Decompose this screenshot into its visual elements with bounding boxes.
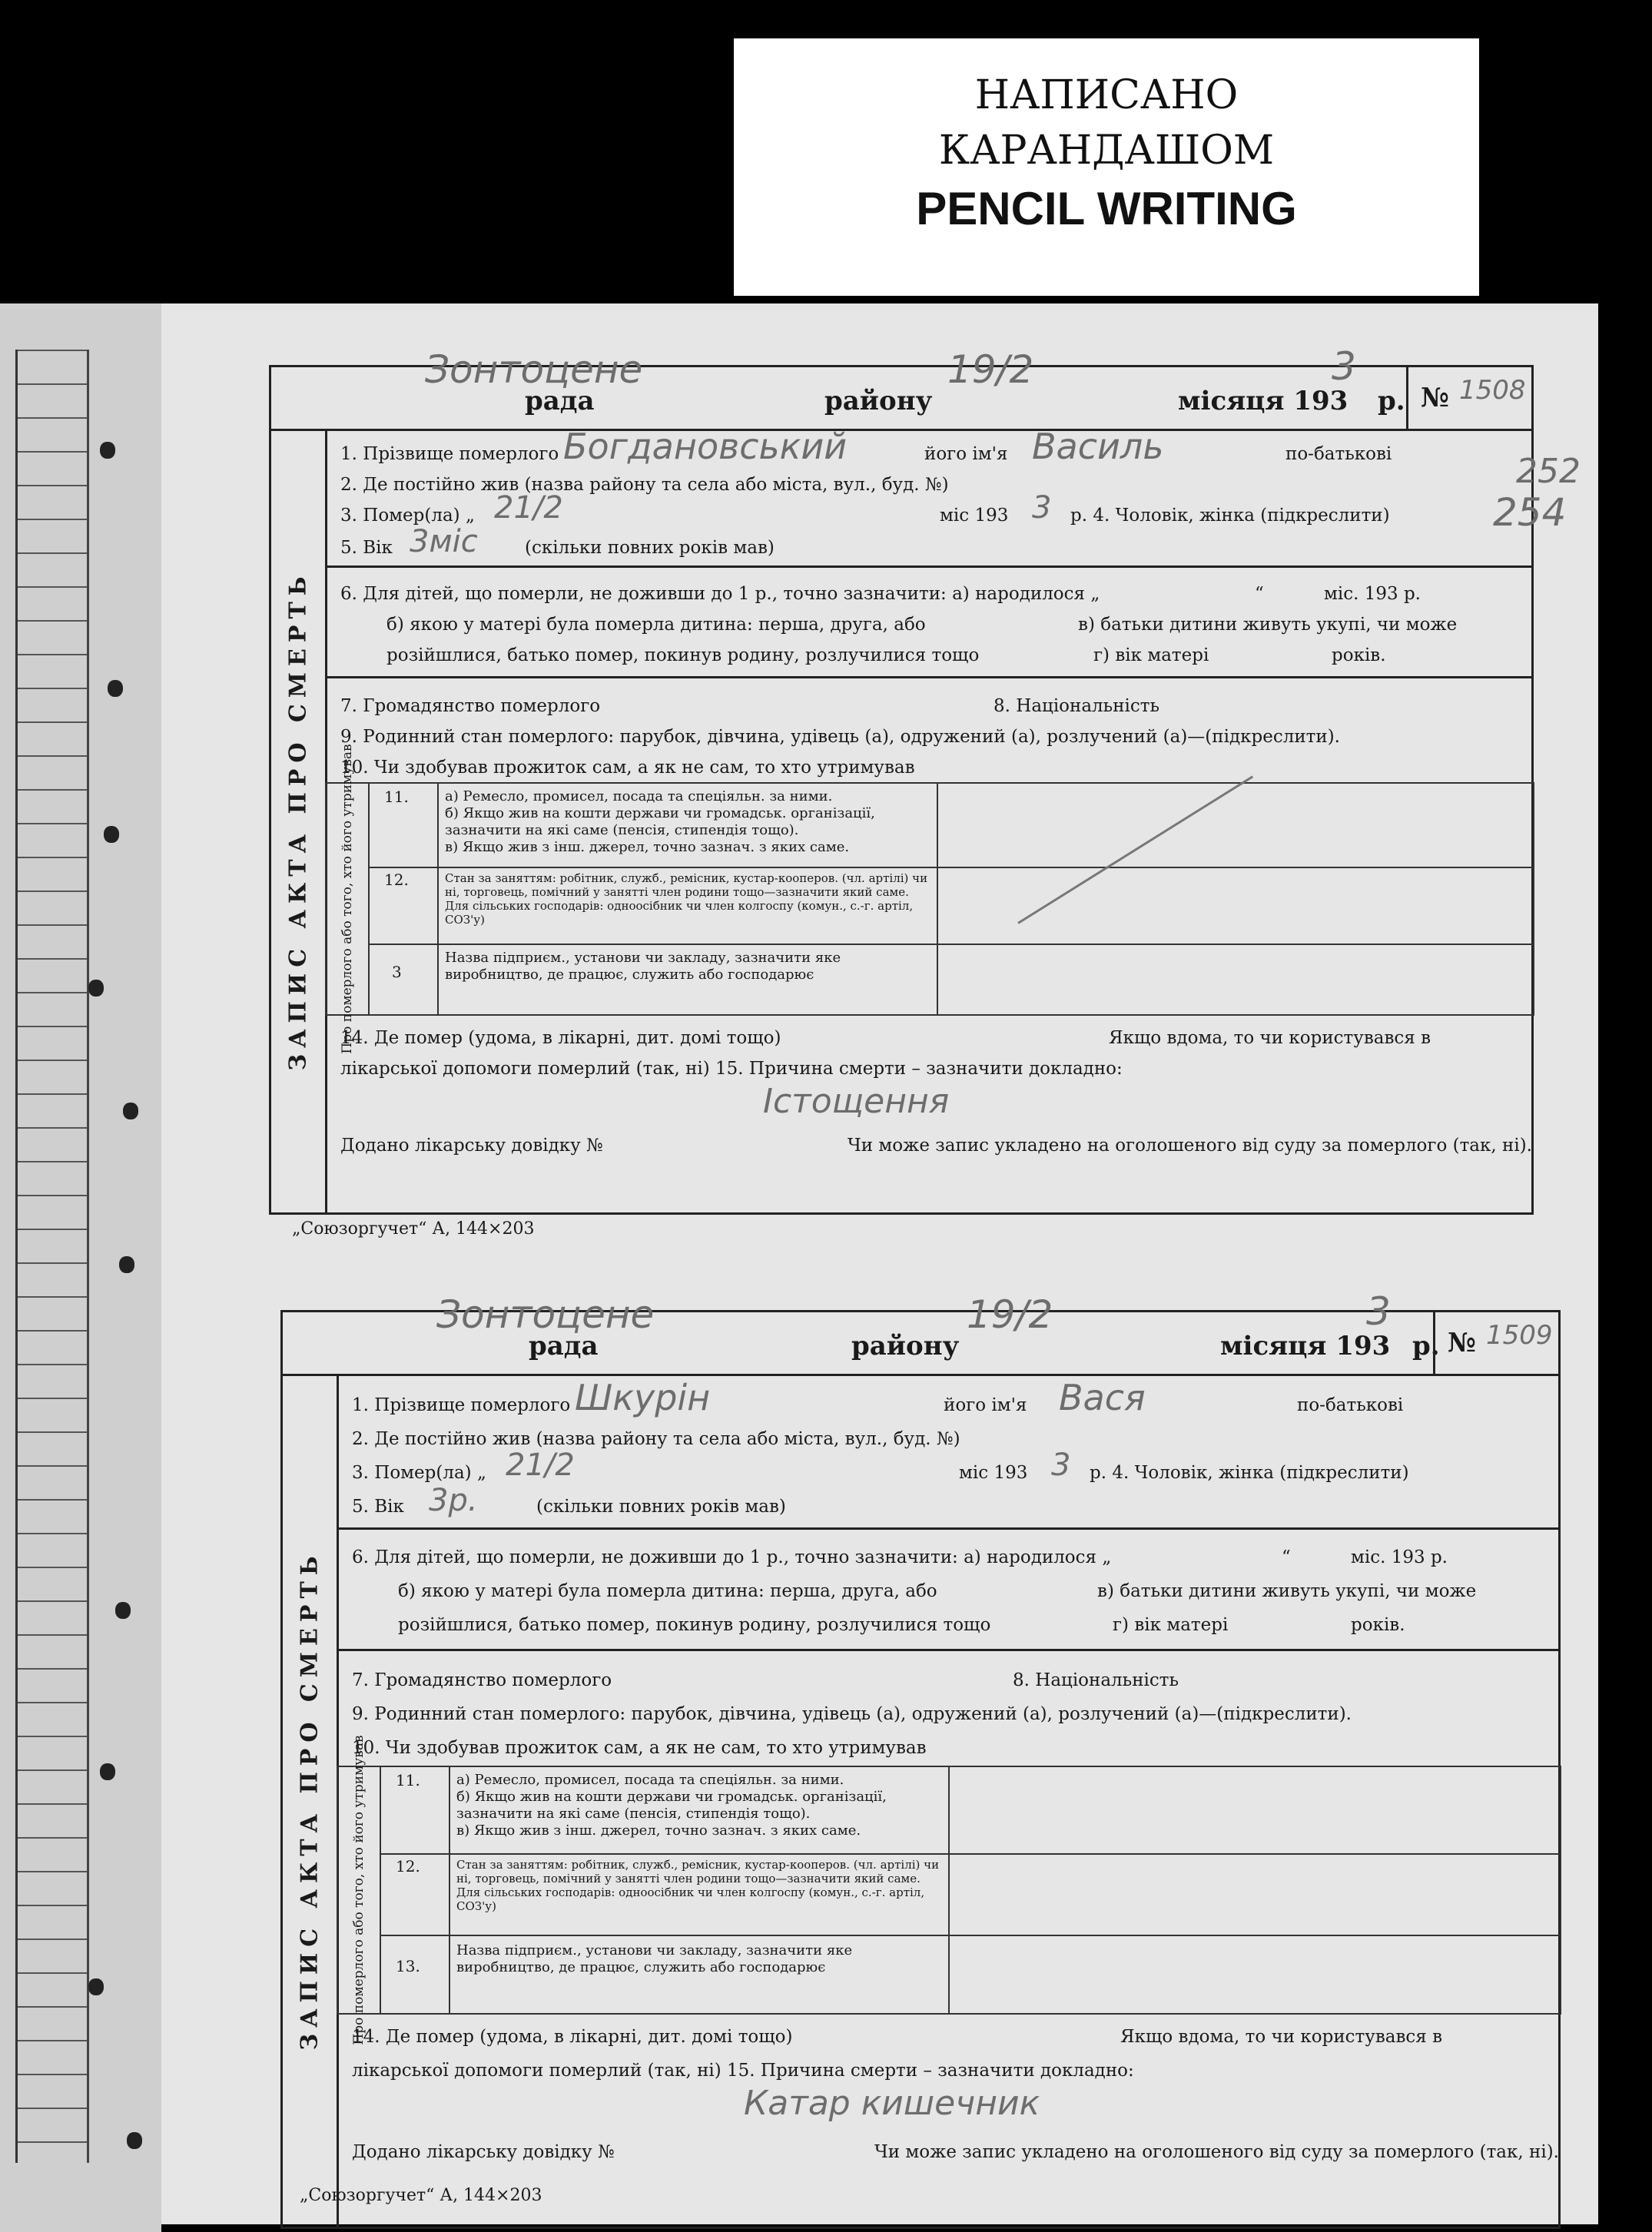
r-label: р. bbox=[1412, 1331, 1440, 1361]
rayon-label: району bbox=[851, 1331, 960, 1361]
field-children-c: розійшлися, батько помер, покинув родину, розлучилися тощо bbox=[386, 645, 980, 665]
field-patronymic: по-батькові bbox=[1285, 444, 1392, 464]
handwritten-age: 3р. bbox=[429, 1483, 478, 1518]
field-month: міс 193 bbox=[940, 506, 1009, 526]
handwritten-death-date: 21/2 bbox=[494, 490, 563, 526]
field-court: Чи може запис укладено на оголошеного від суду за померлого (так, ні). bbox=[874, 2142, 1559, 2162]
field-sex: р. 4. Чоловік, жінка (підкреслити) bbox=[1090, 1463, 1409, 1483]
row-11-number: 11. bbox=[384, 788, 409, 806]
handwritten-age: 3міс bbox=[410, 524, 478, 559]
handwritten-death-year: 3 bbox=[1051, 1448, 1071, 1483]
row-13-number: 3 bbox=[392, 963, 402, 981]
field-month: міс 193 bbox=[959, 1463, 1028, 1483]
field-nationality: 8. Національність bbox=[994, 696, 1160, 716]
field-place-death: 14. Де помер (удома, в лікарні, дит. домі тощо) bbox=[352, 2027, 793, 2047]
field-children-c2: г) вік матері bbox=[1113, 1615, 1229, 1635]
stitch-hole bbox=[88, 1978, 104, 1995]
row-11-a: а) Ремесло, промисел, посада та спеціяльн. за ними. bbox=[456, 1772, 844, 1788]
occupation-side bbox=[327, 744, 370, 1054]
pencil-writing-card bbox=[734, 38, 1479, 296]
field-children-b: б) якою у матері була померла дитина: перша, друга, або bbox=[398, 1581, 937, 1601]
death-record-form-1 bbox=[269, 344, 1581, 1215]
form-header bbox=[271, 344, 1531, 431]
field-children-b2: в) батьки дитини живуть укупі, чи може bbox=[1097, 1581, 1477, 1601]
row-11-a: а) Ремесло, промисел, посада та спеціяльн. за ними. bbox=[445, 788, 833, 804]
side-title: ЗАПИС АКТА ПРО СМЕРТЬ bbox=[296, 1550, 323, 2051]
card-line-3: PENCIL WRITING bbox=[916, 183, 1297, 234]
field-children-c2: г) вік матері bbox=[1093, 645, 1209, 665]
r-label: р. bbox=[1378, 386, 1405, 416]
row-11-text bbox=[456, 1772, 940, 1839]
field-name: його ім'я bbox=[944, 1395, 1027, 1415]
field-marital: 9. Родинний стан померлого: парубок, дівчина, удівець (а), одружений (а), розлучений (а)—(підкреслити). bbox=[340, 727, 1340, 747]
field-livelihood: 10. Чи здобував прожиток сам, а як не сам, то хто утримував bbox=[352, 1738, 927, 1758]
side-title-column bbox=[283, 1374, 339, 2227]
handwritten-name: Василь bbox=[1032, 426, 1164, 467]
field-surname: 1. Прізвище померлого bbox=[340, 444, 559, 464]
row-11-b: б) Якщо жив на кошти держави чи громадськ. організації, зазначити на які саме (пенсія, стипендія тощо). bbox=[445, 805, 875, 838]
card-line-2: КАРАНДАШОМ bbox=[938, 128, 1275, 174]
ledger-grid bbox=[15, 350, 89, 2163]
field-age: 5. Вік bbox=[340, 538, 393, 558]
row-12-text: Стан за заняттям: робітник, служб., ремісник, кустар-кооперов. (чл. артілі) чи ні, торговець, помічний у занятті член родини тощо—зазначити який саме. Для сільських господарів: одноосібник чи член колгоспу (комун., с.-г. артіл, СОЗ'у) bbox=[445, 871, 928, 927]
stitch-hole bbox=[100, 442, 115, 459]
field-children-a2: “ bbox=[1255, 584, 1264, 604]
month-label: місяця 193 bbox=[1220, 1331, 1391, 1361]
stitch-hole bbox=[100, 1763, 115, 1780]
handwritten-cause: Істощення bbox=[763, 1082, 950, 1121]
row-13-number: 13. bbox=[396, 1957, 420, 1975]
stitch-hole bbox=[115, 1602, 131, 1619]
field-residence: 2. Де постійно жив (назва району та села або міста, вул., буд. №) bbox=[352, 1429, 960, 1449]
handwritten-death-year: 3 bbox=[1032, 490, 1052, 526]
field-cause: лікарської допомоги померлий (так, ні) 15. Причина смерти – зазначити докладно: bbox=[352, 2061, 1134, 2081]
death-record-form-2 bbox=[280, 1289, 1561, 2229]
field-citizenship: 7. Громадянство померлого bbox=[340, 696, 601, 716]
stitch-hole bbox=[127, 2132, 142, 2149]
row-13-text: Назва підприєм., установи чи закладу, зазначити яке виробництво, де працює, служить або господарює bbox=[445, 950, 841, 983]
field-name: його ім'я bbox=[924, 444, 1008, 464]
divider bbox=[337, 1527, 1558, 1530]
field-children-a2: “ bbox=[1282, 1547, 1291, 1567]
field-children-b2: в) батьки дитини живуть укупі, чи може bbox=[1078, 615, 1458, 635]
side-title-column bbox=[271, 429, 327, 1212]
field-place-death: 14. Де помер (удома, в лікарні, дит. домі тощо) bbox=[340, 1028, 781, 1048]
field-residence: 2. Де постійно жив (назва району та села або міста, вул., буд. №) bbox=[340, 475, 949, 495]
field-children-c3: років. bbox=[1332, 645, 1386, 665]
field-age-note: (скільки повних років мав) bbox=[536, 1497, 786, 1517]
field-home: Якщо вдома, то чи користувався в bbox=[1109, 1028, 1431, 1048]
row-11-c: в) Якщо жив з інш. джерел, точно зазнач. з яких саме. bbox=[456, 1822, 861, 1839]
record-number-box bbox=[1406, 367, 1531, 429]
no-label: № bbox=[1421, 383, 1449, 413]
handwritten-name: Вася bbox=[1059, 1377, 1146, 1418]
handwritten-year: 3 bbox=[1366, 1289, 1391, 1334]
field-nationality: 8. Національність bbox=[1013, 1670, 1179, 1690]
field-age-note: (скільки повних років мав) bbox=[525, 538, 775, 558]
field-age: 5. Вік bbox=[352, 1497, 404, 1517]
handwritten-rada: Зонтоцене bbox=[436, 1292, 655, 1337]
field-home: Якщо вдома, то чи користувався в bbox=[1120, 2027, 1443, 2047]
field-patronymic: по-батькові bbox=[1297, 1395, 1404, 1415]
occupation-side bbox=[338, 1735, 381, 2045]
row-11-c: в) Якщо жив з інш. джерел, точно зазнач. з яких саме. bbox=[445, 839, 850, 855]
divider bbox=[325, 565, 1531, 568]
field-children-a: 6. Для дітей, що померли, не доживши до 1 р., точно зазначити: а) народилося „ bbox=[340, 584, 1100, 604]
field-died: 3. Помер(ла) „ bbox=[352, 1463, 486, 1483]
record-number-box bbox=[1433, 1312, 1558, 1374]
field-children-a3: міс. 193 р. bbox=[1351, 1547, 1448, 1567]
field-children-b: б) якою у матері була померла дитина: перша, друга, або bbox=[386, 615, 926, 635]
field-children-a3: міс. 193 р. bbox=[1324, 584, 1421, 604]
divider bbox=[337, 1649, 1558, 1651]
rayon-label: району bbox=[824, 386, 933, 416]
handwritten-rada: Зонтоцене bbox=[425, 347, 643, 392]
field-marital: 9. Родинний стан померлого: парубок, дівчина, удівець (а), одружений (а), розлучений (а)—(підкреслити). bbox=[352, 1704, 1352, 1724]
handwritten-day: 19/2 bbox=[967, 1292, 1053, 1337]
field-children-c3: років. bbox=[1351, 1615, 1405, 1635]
handwritten-record-no: 1508 bbox=[1459, 375, 1526, 406]
field-certificate: Додано лікарську довідку № bbox=[340, 1136, 603, 1156]
handwritten-surname: Богдановський bbox=[563, 426, 848, 467]
row-11-b: б) Якщо жив на кошти держави чи громадськ. організації, зазначити на які саме (пенсія, стипендія тощо). bbox=[456, 1789, 887, 1822]
handwritten-cause: Катар кишечник bbox=[744, 2084, 1040, 2123]
rada-label: рада bbox=[529, 1331, 599, 1361]
field-children-a: 6. Для дітей, що померли, не доживши до 1 р., точно зазначити: а) народилося „ bbox=[352, 1547, 1112, 1567]
occupation-side-text: Про померлого або того, хто його утримував bbox=[351, 1735, 367, 2045]
handwritten-year: 3 bbox=[1332, 344, 1356, 389]
occupation-side-text: Про померлого або того, хто його утримував bbox=[340, 744, 355, 1054]
handwritten-death-date: 21/2 bbox=[506, 1448, 575, 1483]
card-line-1: НАПИСАНО bbox=[974, 72, 1239, 118]
field-certificate: Додано лікарську довідку № bbox=[352, 2142, 615, 2162]
stitch-hole bbox=[108, 680, 123, 697]
stitch-hole bbox=[104, 826, 119, 843]
document-sheet bbox=[161, 303, 1598, 2224]
rada-label: рада bbox=[525, 386, 595, 416]
side-title: ЗАПИС АКТА ПРО СМЕРТЬ bbox=[284, 570, 312, 1071]
row-12-text: Стан за заняттям: робітник, служб., ремісник, кустар-кооперов. (чл. артілі) чи ні, торговець, помічний у занятті член родини тощо—зазначити який саме. Для сільських господарів: одноосібник чи член колгоспу (комун., с.-г. артіл, СОЗ'у) bbox=[456, 1858, 940, 1913]
printer-imprint: „Союзоргучет“ А, 144×203 bbox=[292, 1219, 535, 1239]
row-11-text bbox=[445, 788, 929, 856]
row-13-text: Назва підприєм., установи чи закладу, зазначити яке виробництво, де працює, служить або господарює bbox=[456, 1942, 853, 1975]
handwritten-margin-number: 254 bbox=[1493, 490, 1567, 535]
field-died: 3. Помер(ла) „ bbox=[340, 506, 475, 526]
field-children-c: розійшлися, батько помер, покинув родину, розлучилися тощо bbox=[398, 1615, 991, 1635]
form-header bbox=[283, 1289, 1558, 1376]
previous-page-edge bbox=[0, 303, 161, 2232]
field-court: Чи може запис укладено на оголошеного від суду за померлого (так, ні). bbox=[848, 1136, 1532, 1156]
row-11-number: 11. bbox=[396, 1771, 420, 1789]
handwritten-margin-number: 252 bbox=[1516, 452, 1581, 491]
no-label: № bbox=[1448, 1328, 1476, 1358]
field-livelihood: 10. Чи здобував прожиток сам, а як не сам, то хто утримував bbox=[340, 758, 915, 778]
stitch-hole bbox=[88, 980, 104, 997]
row-12-number: 12. bbox=[384, 871, 409, 889]
handwritten-record-no: 1509 bbox=[1486, 1320, 1553, 1351]
printer-imprint: „Союзоргучет“ А, 144×203 bbox=[300, 2186, 542, 2205]
month-label: місяця 193 bbox=[1178, 386, 1348, 416]
field-citizenship: 7. Громадянство померлого bbox=[352, 1670, 612, 1690]
stitch-hole bbox=[123, 1103, 138, 1119]
row-12-number: 12. bbox=[396, 1857, 420, 1875]
stitch-hole bbox=[119, 1256, 134, 1273]
handwritten-surname: Шкурін bbox=[575, 1377, 711, 1418]
field-sex: р. 4. Чоловік, жінка (підкреслити) bbox=[1070, 506, 1390, 526]
handwritten-day: 19/2 bbox=[947, 347, 1034, 392]
divider bbox=[325, 676, 1531, 678]
field-surname: 1. Прізвище померлого bbox=[352, 1395, 571, 1415]
field-cause: лікарської допомоги померлий (так, ні) 15. Причина смерти – зазначити докладно: bbox=[340, 1059, 1123, 1079]
